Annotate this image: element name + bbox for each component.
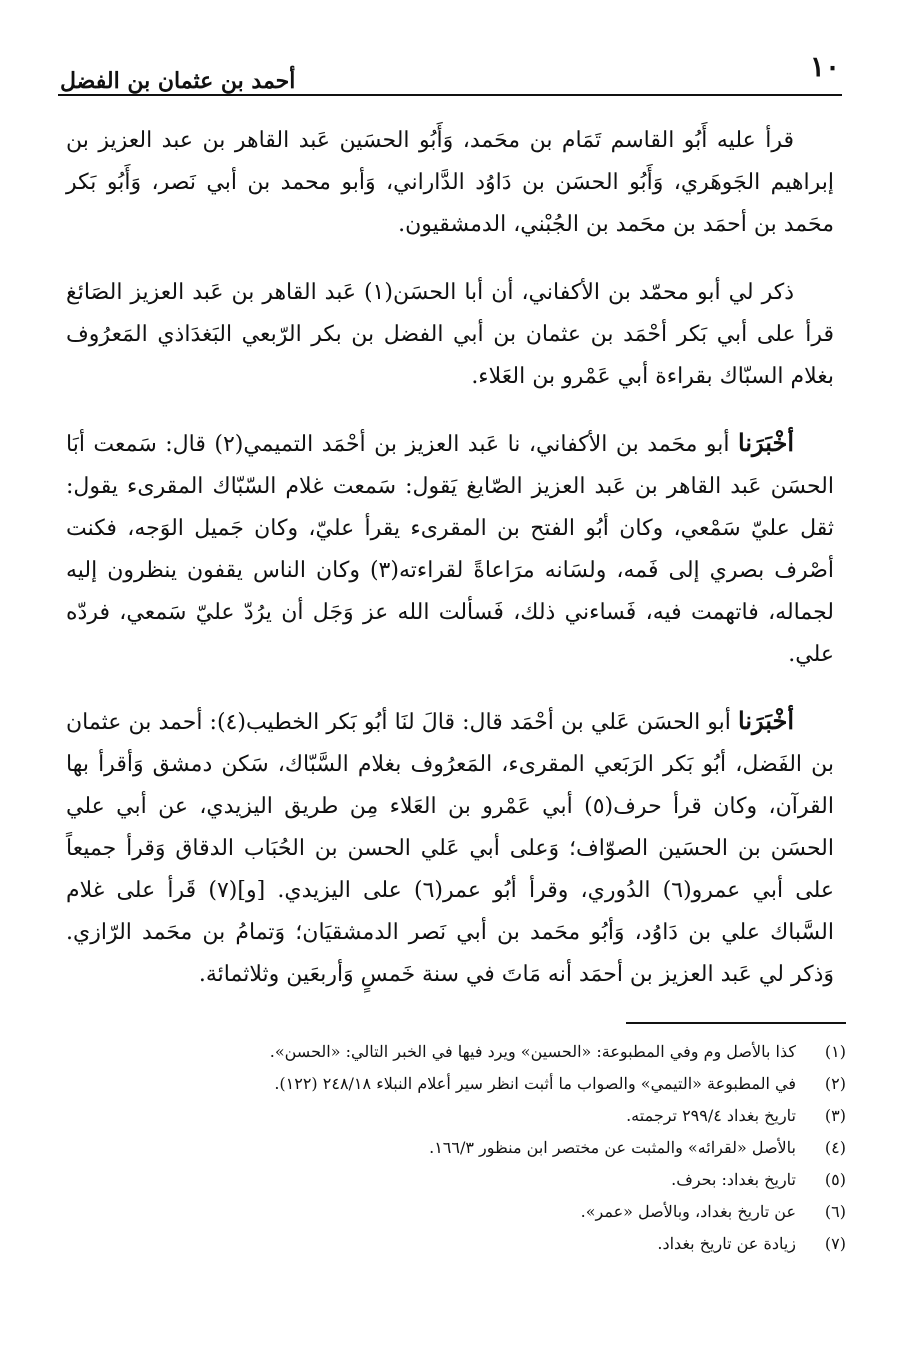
footnote-text: بالأصل «لقرائه» والمثبت عن مختصر ابن منظور ١٦٦/٣. bbox=[429, 1138, 796, 1157]
footnote-number: (٦) bbox=[824, 1202, 846, 1221]
paragraph bbox=[66, 700, 834, 996]
footnote-number: (٢) bbox=[824, 1074, 846, 1093]
paragraph bbox=[66, 422, 834, 676]
header-rule bbox=[58, 94, 842, 96]
paragraph-lead: أخْبَرَنا bbox=[738, 706, 794, 735]
page-header bbox=[60, 48, 840, 94]
footnotes bbox=[80, 1036, 846, 1260]
footnote-text: تاريخ بغداد: بحرف. bbox=[671, 1170, 796, 1189]
footnote-number: (٥) bbox=[824, 1170, 846, 1189]
footnote-text: تاريخ بغداد ٢٩٩/٤ ترجمته. bbox=[626, 1106, 796, 1125]
footnote-text: في المطبوعة «التيمي» والصواب ما أثبت انظر سير أعلام النبلاء ٢٤٨/١٨ (١٢٢). bbox=[274, 1074, 796, 1093]
paragraph bbox=[66, 270, 834, 398]
paragraph bbox=[66, 118, 834, 246]
footnote bbox=[80, 1036, 846, 1068]
footnote bbox=[80, 1196, 846, 1228]
footnote-number: (٧) bbox=[824, 1234, 846, 1253]
footnote-number: (١) bbox=[824, 1042, 846, 1061]
footnote bbox=[80, 1164, 846, 1196]
footnote-text: كذا بالأصل وم وفي المطبوعة: «الحسين» ويرد فيها في الخبر التالي: «الحسن». bbox=[269, 1042, 796, 1061]
footnote-text: زيادة عن تاريخ بغداد. bbox=[657, 1234, 796, 1253]
paragraph-lead: أخْبَرَنا bbox=[738, 428, 794, 457]
footnote-number: (٤) bbox=[824, 1138, 846, 1157]
footnote bbox=[80, 1132, 846, 1164]
paragraph-text: قرأ عليه أَبُو القاسم تَمَام بن محَمد، وَأَبُو الحسَين عَبد القاهر بن عبد العزيز بن إبراهيم الجَوهَري، وَأَبُو الحسَن بن دَاوُد الدَّاراني، وَأبو محمد بن أبي نَصر، وَأَبُو بَكر محَمد بن أحمَد بن محَمد بن الجُبْني، الدمشقيون. bbox=[66, 128, 834, 237]
footnote-text: عن تاريخ بغداد، وبالأصل «عمر». bbox=[580, 1202, 796, 1221]
main-text bbox=[66, 118, 834, 1016]
footnote-rule bbox=[626, 1022, 846, 1024]
footnote-number: (٣) bbox=[824, 1106, 846, 1125]
paragraph-text: أبو محَمد بن الأكفاني، نا عَبد العزيز بن أحْمَد التميمي(٢) قال: سَمعت أبَا الحسَن عَبد القاهر بن عَبد العزيز الصّايغ يَقول: سَمعت غلام السّبّاك المقرىء يقول: ثقل عليّ سَمْعي، وكان أبُو الفتح بن المقرىء يقرأ عليّ، وكان جَميل الوَجه، فكنت أصْرف بصري إلى فَمه، ولسَانه مرَاعاةً لقراءته(٣) وكان الناس يقفون ينظرون إليه لجماله، فاتهمت فيه، فَساءني ذلك، فَسألت الله عز وَجَل أن يرُدّ عليّ سَمعي، فردّه علي. bbox=[66, 432, 834, 667]
page-number: ١٠ bbox=[809, 50, 840, 83]
paragraph-text: ذكر لي أبو محمّد بن الأكفاني، أن أبا الحسَن(١) عَبد القاهر بن عَبد العزيز الصَائغ قرأ على أبي بَكر أحْمَد بن عثمان بن أبي الفضل بن بكر الرّبعي البَغدَاذي المَعرُوف بغلام السبّاك بقراءة أبي عَمْرو بن العَلاء. bbox=[66, 280, 834, 389]
footnote bbox=[80, 1068, 846, 1100]
paragraph-text: أبو الحسَن عَلي بن أحْمَد قال: قالَ لنَا أبُو بَكر الخطيب(٤): أحمد بن عثمان بن الفَضل، أبُو بَكر الرَبَعي المقرىء، المَعرُوف بغلام السَّبّاك، سَكن دمشق وَأقرأ بها القرآن، وكان قرأ حرف(٥) أبي عَمْرو بن العَلاء مِن طريق اليزيدي، عن أبي علي الحسَن بن الحسَين الصوّاف؛ وَعلى أبي عَلي الحسن بن الحُبَاب الدقاق وَقرأ جميعاً على أبي عمرو(٦) الدُوري، وقرأ أبُو عمر(٦) على اليزيدي. [و](٧) قَرأ على غلام السَّباك علي بن دَاوُد، وَأبُو محَمد بن أبي نَصر الدمشقيَان؛ وَتمامُ بن محَمد الرّازي. وَذكر لي عَبد العزيز بن أحمَد أنه مَاتَ في سنة خَمسٍ وَأربعَين وثلاثمائة. bbox=[66, 710, 834, 987]
footnote bbox=[80, 1228, 846, 1260]
running-title: أحمد بن عثمان بن الفضل bbox=[60, 68, 296, 94]
footnote bbox=[80, 1100, 846, 1132]
